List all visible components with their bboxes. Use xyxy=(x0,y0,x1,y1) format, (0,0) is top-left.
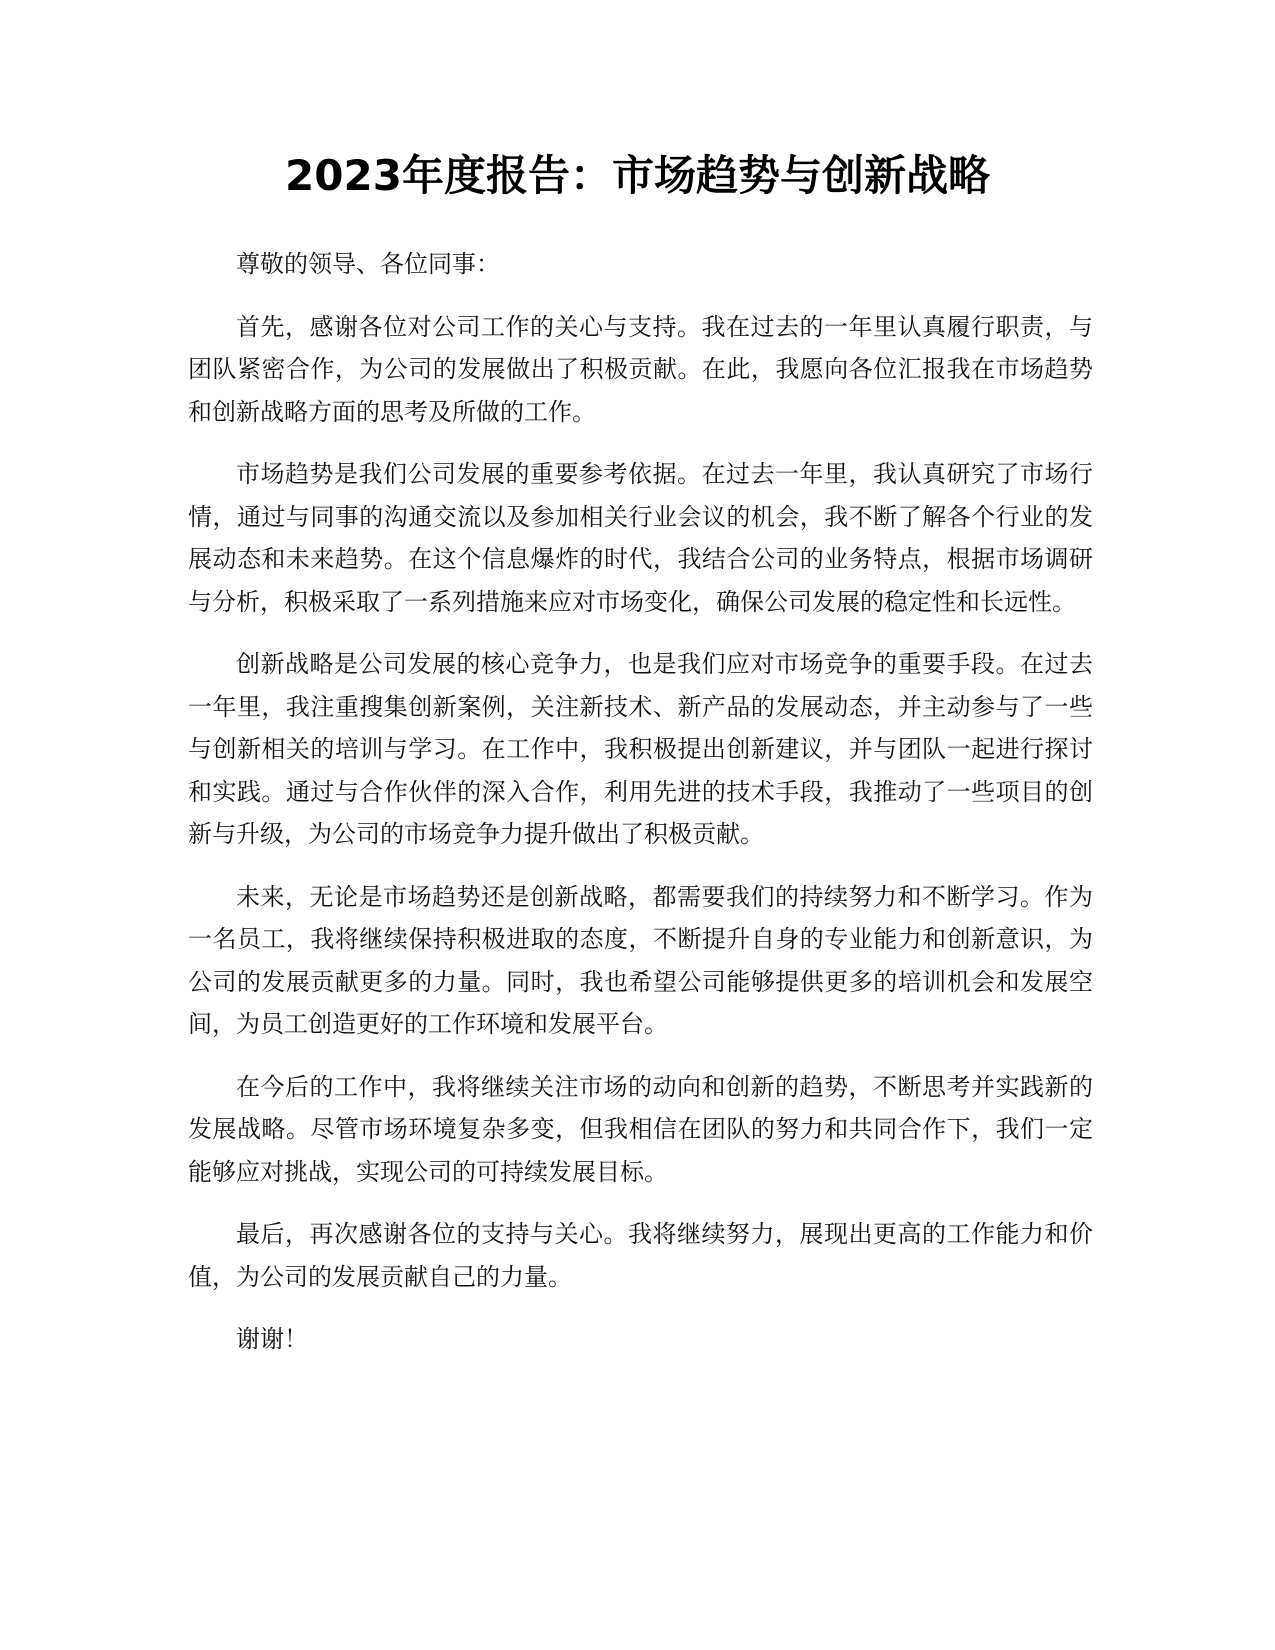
document-title: 2023年度报告：市场趋势与创新战略 xyxy=(285,151,990,200)
salutation-paragraph: 尊敬的领导、各位同事： xyxy=(236,250,500,278)
body-paragraph: 未来，无论是市场趋势还是创新战略，都需要我们的持续努力和不断学习。作为一名员工，我将继续保持积极进取的态度，不断提升自身的专业能力和创新意识，为公司的发展贡献更多的力量。同时，我也希望公司能够提供更多的培训机会和发展空间，为员工创造更好的工作环境和发展平台。 xyxy=(188,882,1093,1038)
body-paragraph: 市场趋势是我们公司发展的重要参考依据。在过去一年里，我认真研究了市场行情，通过与同事的沟通交流以及参加相关行业会议的机会，我不断了解各个行业的发展动态和未来趋势。在这个信息爆炸的时代，我结合公司的业务特点，根据市场调研与分析，积极采取了一系列措施来应对市场变化，确保公司发展的稳定性和长远性。 xyxy=(188,460,1093,616)
body-paragraph: 创新战略是公司发展的核心竞争力，也是我们应对市场竞争的重要手段。在过去一年里，我注重搜集创新案例，关注新技术、新产品的发展动态，并主动参与了一些与创新相关的培训与学习。在工作中，我积极提出创新建议，并与团队一起进行探讨和实践。通过与合作伙伴的深入合作，利用先进的技术手段，我推动了一些项目的创新与升级，为公司的市场竞争力提升做出了积极贡献。 xyxy=(188,650,1093,848)
body-paragraph: 首先，感谢各位对公司工作的关心与支持。我在过去的一年里认真履行职责，与团队紧密合作，为公司的发展做出了积极贡献。在此，我愿向各位汇报我在市场趋势和创新战略方面的思考及所做的工作。 xyxy=(188,312,1093,426)
body-paragraph: 最后，再次感谢各位的支持与关心。我将继续努力，展现出更高的工作能力和价值，为公司的发展贡献自己的力量。 xyxy=(188,1220,1093,1291)
document-body xyxy=(188,243,1093,1381)
closing-paragraph: 谢谢！ xyxy=(236,1325,308,1353)
body-paragraph: 在今后的工作中，我将继续关注市场的动向和创新的趋势，不断思考并实践新的发展战略。尽管市场环境复杂多变，但我相信在团队的努力和共同合作下，我们一定能够应对挑战，实现公司的可持续发展目标。 xyxy=(188,1072,1093,1186)
